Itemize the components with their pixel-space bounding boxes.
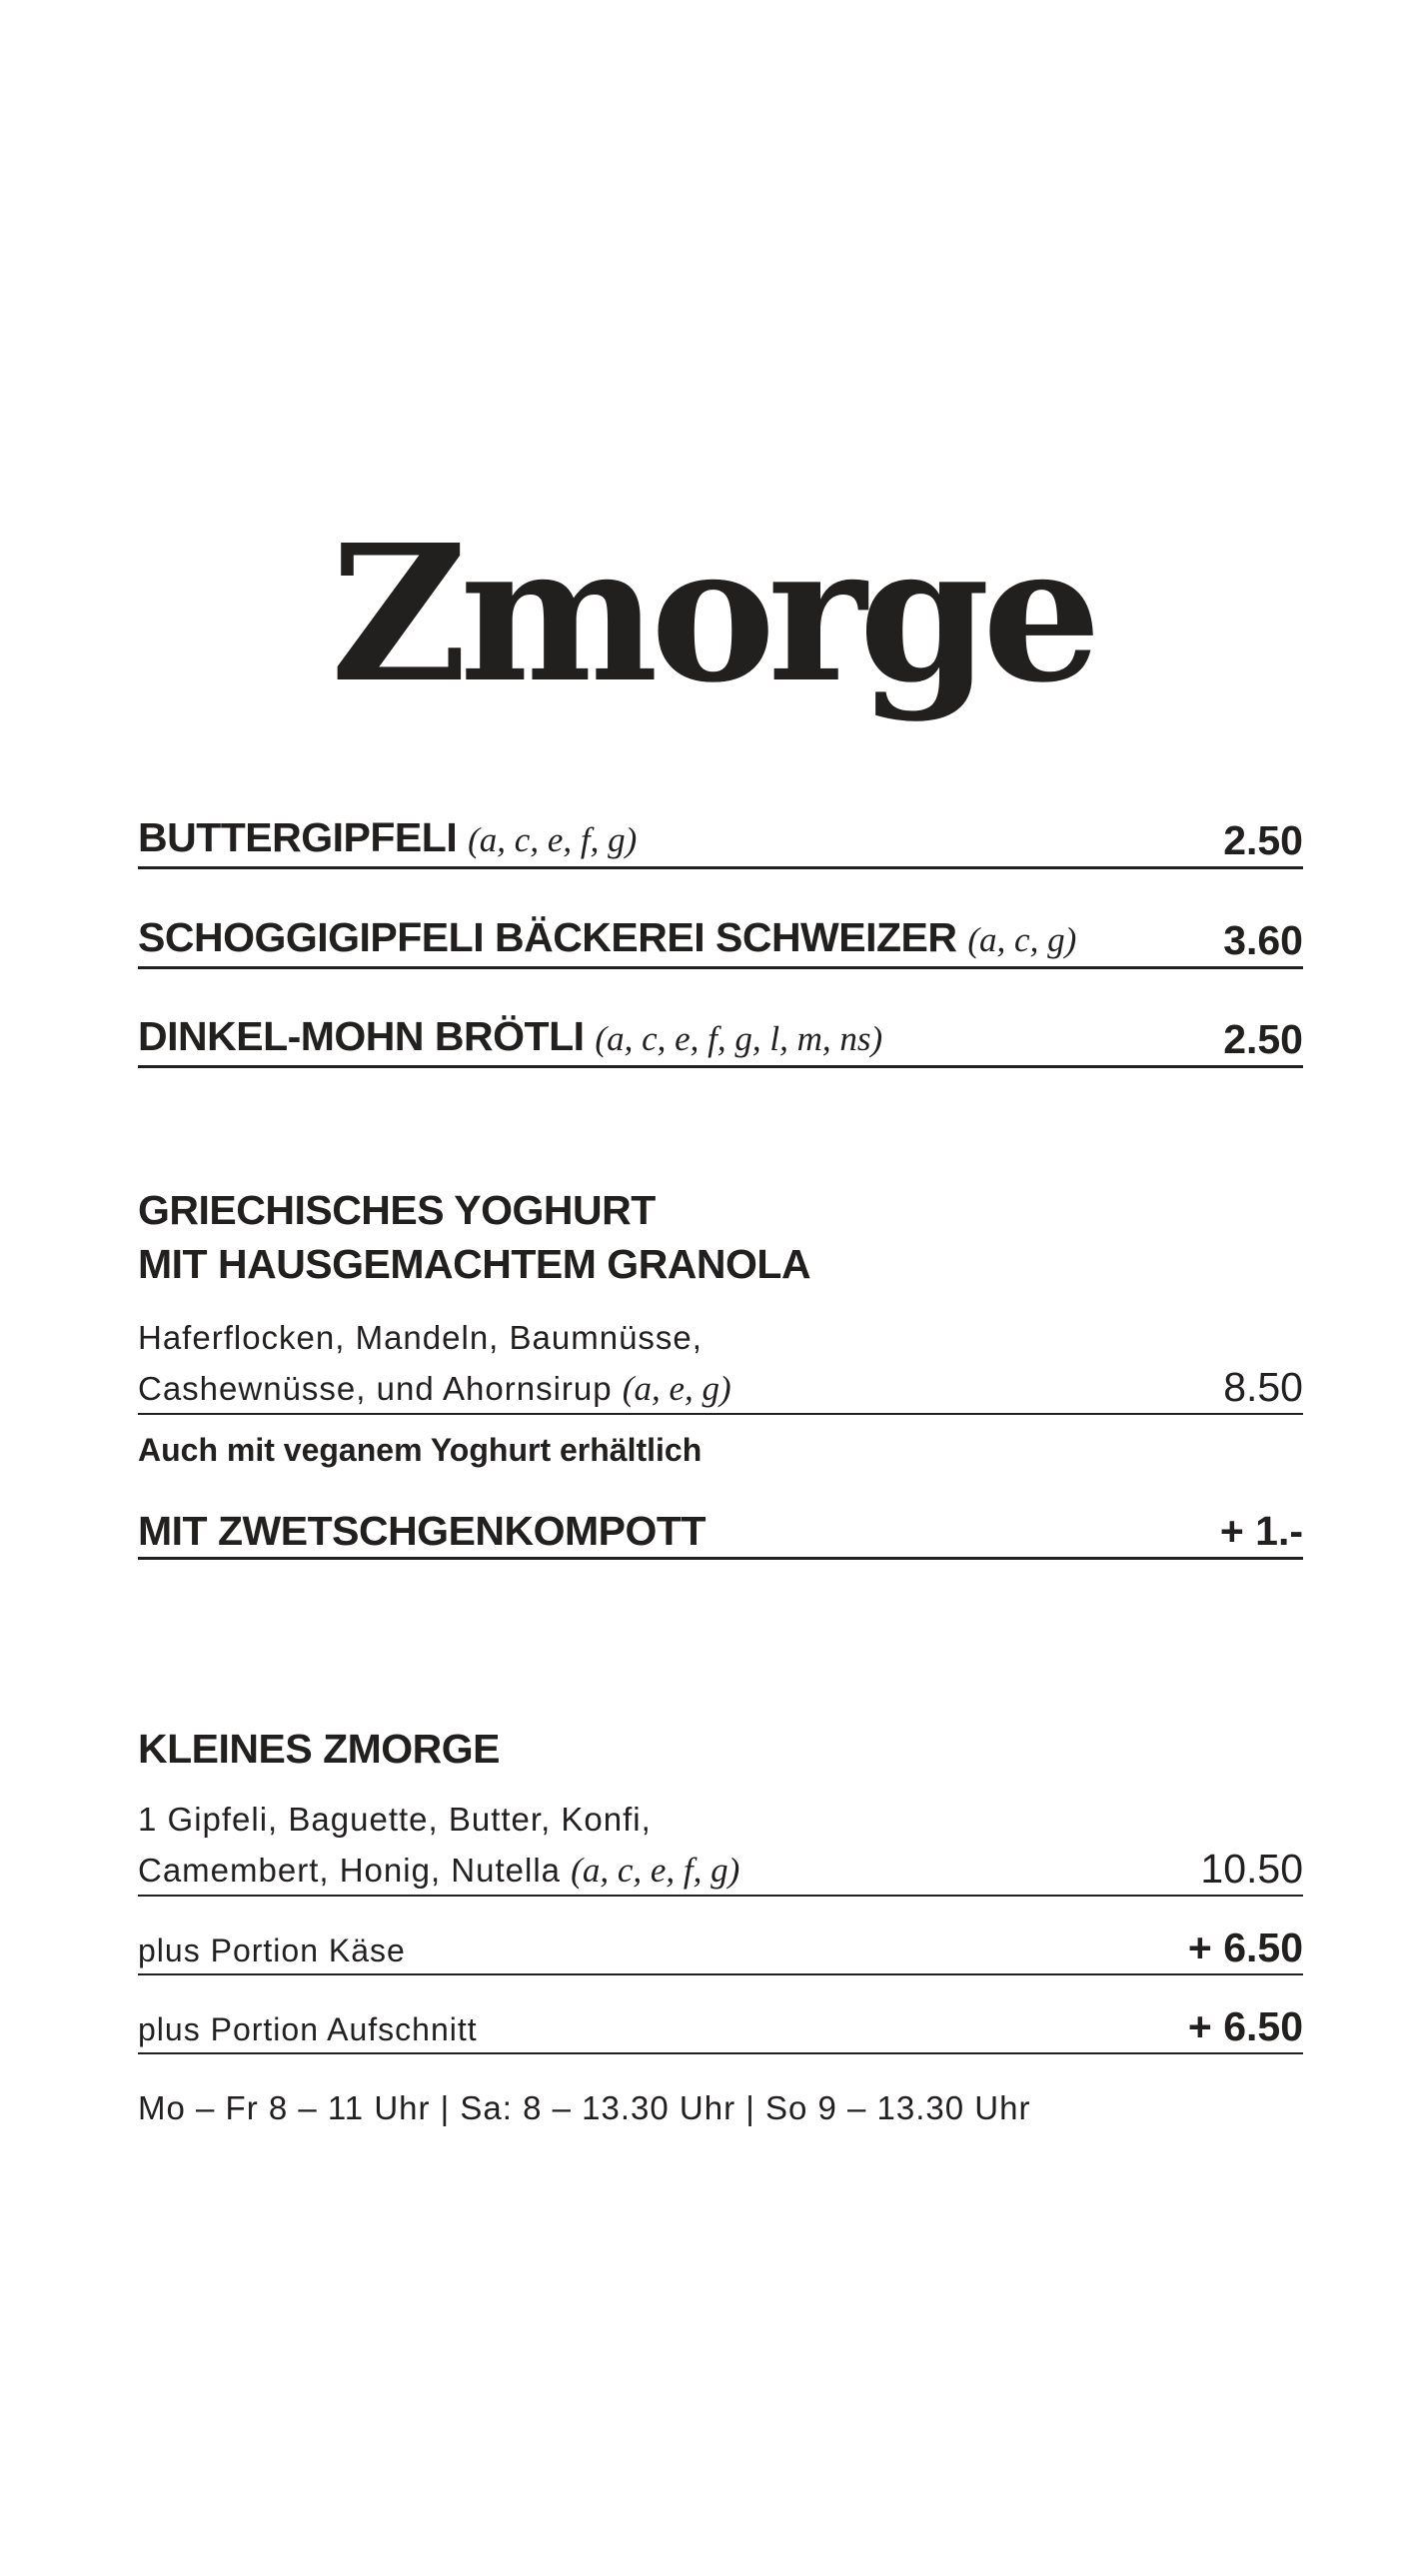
yoghurt-addon-name: MIT ZWETSCHGENKOMPOTT — [138, 1508, 707, 1554]
yoghurt-desc-line2-wrap — [138, 1365, 731, 1413]
yoghurt-addon-row — [138, 1499, 1303, 1560]
extra-price: + 6.50 — [1187, 2003, 1303, 2049]
opening-hours: Mo – Fr 8 – 11 Uhr | Sa: 8 – 13.30 Uhr | So 9 – 13.30 Uhr — [138, 2089, 1031, 2126]
kleines-price-row — [138, 1844, 1303, 1897]
yoghurt-desc-line2: Cashewnüsse, und Ahornsirup — [138, 1370, 613, 1407]
menu-title: Zmorge — [330, 504, 1094, 724]
yoghurt-price-row — [138, 1362, 1303, 1415]
menu-item-dinkel-mohn-broetli — [138, 1010, 1303, 1068]
extra-label: plus Portion Aufschnitt — [138, 2011, 478, 2047]
yoghurt-heading-line2: MIT HAUSGEMACHTEM GRANOLA — [138, 1241, 811, 1287]
extra-row-aufschnitt — [138, 2002, 1303, 2054]
yoghurt-description — [138, 1314, 703, 1362]
menu-item-buttergipfeli — [138, 811, 1303, 869]
item-name: DINKEL-MOHN BRÖTLI — [138, 1013, 585, 1059]
item-allergens: (a, c, g) — [967, 920, 1077, 959]
yoghurt-allergens: (a, e, g) — [622, 1369, 731, 1408]
kleines-desc-line2: Camembert, Honig, Nutella — [138, 1852, 561, 1889]
kleines-zmorge-heading: KLEINES ZMORGE — [138, 1726, 501, 1772]
item-name: SCHOGGIGIPFELI BÄCKEREI SCHWEIZER — [138, 914, 957, 960]
item-price: 3.60 — [1223, 917, 1303, 963]
extra-row-kaese — [138, 1924, 1303, 1975]
item-name: BUTTERGIPFELI — [138, 814, 458, 860]
extra-label: plus Portion Käse — [138, 1932, 406, 1968]
item-price: 2.50 — [1223, 817, 1303, 863]
kleines-desc-line1: 1 Gipfeli, Baguette, Butter, Konfi, — [138, 1801, 652, 1838]
item-label — [138, 911, 1076, 966]
extra-price: + 6.50 — [1187, 1925, 1303, 1970]
item-label — [138, 811, 637, 866]
yoghurt-price: 8.50 — [1223, 1364, 1303, 1410]
item-price: 2.50 — [1223, 1016, 1303, 1062]
yoghurt-desc-line1: Haferflocken, Mandeln, Baumnüsse, — [138, 1319, 703, 1356]
item-label — [138, 1010, 882, 1065]
item-allergens: (a, c, e, f, g, l, m, ns) — [595, 1019, 883, 1058]
kleines-allergens: (a, c, e, f, g) — [571, 1851, 740, 1890]
menu-item-schoggigipfeli — [138, 911, 1303, 969]
yoghurt-heading-line1: GRIECHISCHES YOGHURT — [138, 1187, 656, 1233]
yoghurt-addon-price: + 1.- — [1219, 1508, 1303, 1554]
kleines-desc-line2-wrap — [138, 1847, 739, 1895]
kleines-price: 10.50 — [1200, 1846, 1303, 1892]
yoghurt-vegan-note: Auch mit veganem Yoghurt erhältlich — [138, 1432, 703, 1468]
kleines-description — [138, 1796, 652, 1844]
item-allergens: (a, c, e, f, g) — [468, 820, 638, 859]
